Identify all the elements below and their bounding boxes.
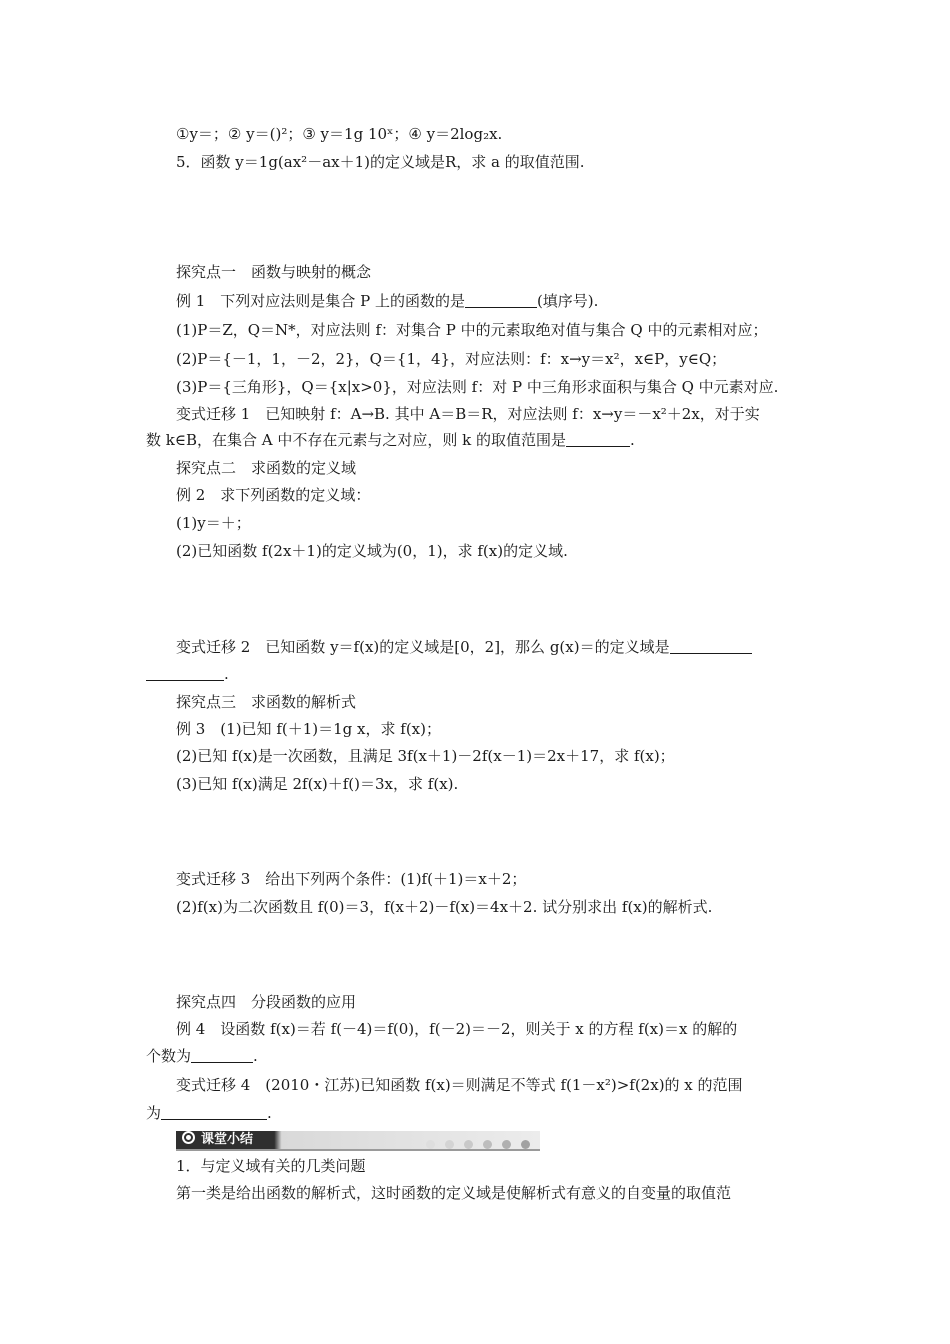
summary-item-1: 1．与定义域有关的几类问题 (176, 1157, 366, 1175)
top-item-2: ② y＝()²； (227, 125, 303, 143)
section-3-heading: 探究点三 求函数的解析式 (176, 693, 357, 711)
top-line-1 (176, 124, 502, 144)
variation-1-line-1: 变式迁移 1 已知映射 f：A→B. 其中 A＝B＝R，对应法则 f：x→y＝－x²＋2x，对于实 (176, 405, 760, 423)
bullet-circle-icon (182, 1131, 195, 1144)
summary-label: 课堂小结 (201, 1132, 254, 1147)
example-4-line-2 (146, 1046, 258, 1066)
example-1-tail: (填序号). (536, 292, 599, 310)
dot-icon (521, 1140, 530, 1149)
answer-blank-3b (146, 666, 224, 681)
example-2-item-2: (2)已知函数 f(2x＋1)的定义域为(0，1)，求 f(x)的定义域. (176, 542, 568, 560)
variation-2-end: . (224, 665, 229, 683)
example-3-item-3: (3)已知 f(x)满足 2f(x)＋f()＝3x，求 f(x). (176, 775, 459, 793)
section-1-heading: 探究点一 函数与映射的概念 (176, 263, 372, 281)
variation-2-text: 变式迁移 2 已知函数 y＝f(x)的定义域是[0，2]，那么 g(x)＝的定义域是 (176, 638, 670, 656)
variation-1-line-2 (146, 430, 635, 450)
dot-icon (502, 1140, 511, 1149)
example-3-item-1: 例 3 (1)已知 f(＋1)＝1g x，求 f(x)； (176, 720, 441, 738)
example-4-text: 个数为 (146, 1047, 192, 1065)
example-1-item-3: (3)P＝{三角形}，Q＝{x|x>0}，对应法则 f：对 P 中三角形求面积与集合 Q 中元素对应. (176, 378, 779, 396)
variation-4-line-2 (146, 1103, 272, 1123)
dot-icon (426, 1140, 435, 1149)
variation-2-line-2 (146, 664, 229, 684)
summary-label-wrap (182, 1131, 253, 1149)
answer-blank-5 (161, 1105, 267, 1120)
example-2: 例 2 求下列函数的定义域： (176, 486, 371, 504)
example-4-line-1: 例 4 设函数 f(x)＝若 f(－4)＝f(0)，f(－2)＝－2，则关于 x 的方程 f(x)＝x 的解的 (176, 1020, 738, 1038)
summary-banner (176, 1131, 540, 1151)
top-item-3: ③ y＝1g 10ˣ； (302, 125, 409, 143)
example-3-item-2: (2)已知 f(x)是一次函数，且满足 3f(x＋1)－2f(x－1)＝2x＋17，求 f(x)； (176, 747, 675, 765)
answer-blank-4 (191, 1048, 253, 1063)
example-4-end: . (253, 1047, 258, 1065)
answer-blank-1 (465, 293, 537, 308)
section-4-heading: 探究点四 分段函数的应用 (176, 993, 357, 1011)
top-item-1: ①y＝； (176, 125, 228, 143)
variation-4-text: 为 (146, 1104, 162, 1122)
variation-1-end: . (629, 431, 635, 449)
variation-3-line-1: 变式迁移 3 给出下列两个条件：(1)f(＋1)＝x＋2； (176, 870, 527, 888)
variation-1-text: 数 k∈B，在集合 A 中不存在元素与之对应，则 k 的取值范围是 (146, 431, 566, 449)
answer-blank-2 (566, 432, 630, 447)
example-1-item-2: (2)P＝{－1，1，－2，2}，Q＝{1，4}，对应法则：f：x→y＝x²，x∈P，y∈Q； (176, 350, 727, 368)
dot-icon (445, 1140, 454, 1149)
variation-4-end: . (267, 1104, 272, 1122)
example-2-item-1: (1)y＝＋； (176, 514, 251, 532)
section-2-heading: 探究点二 求函数的定义域 (176, 459, 357, 477)
example-1-text: 例 1 下列对应法则是集合 P 上的函数的是 (176, 292, 465, 310)
example-1-item-1: (1)P＝Z，Q＝N*，对应法则 f：对集合 P 中的元素取绝对值与集合 Q 中的元素相对应； (176, 321, 768, 339)
dot-icon (464, 1140, 473, 1149)
summary-paragraph: 第一类是给出函数的解析式，这时函数的定义域是使解析式有意义的自变量的取值范 (176, 1184, 732, 1202)
variation-2-line-1 (176, 637, 752, 657)
decorative-dots (416, 1135, 530, 1153)
dot-icon (483, 1140, 492, 1149)
question-5: 5．函数 y＝1g(ax²－ax＋1)的定义域是R，求 a 的取值范围. (176, 153, 585, 171)
variation-3-line-2: (2)f(x)为二次函数且 f(0)＝3，f(x＋2)－f(x)＝4x＋2. 试分别求出 f(x)的解析式. (176, 898, 713, 916)
answer-blank-3a (670, 639, 752, 654)
top-item-4: ④ y＝2log₂x. (408, 125, 503, 143)
example-1 (176, 291, 598, 311)
variation-4-line-1: 变式迁移 4 (2010・江苏)已知函数 f(x)＝则满足不等式 f(1－x²)>f(2x)的 x 的范围 (176, 1076, 743, 1094)
